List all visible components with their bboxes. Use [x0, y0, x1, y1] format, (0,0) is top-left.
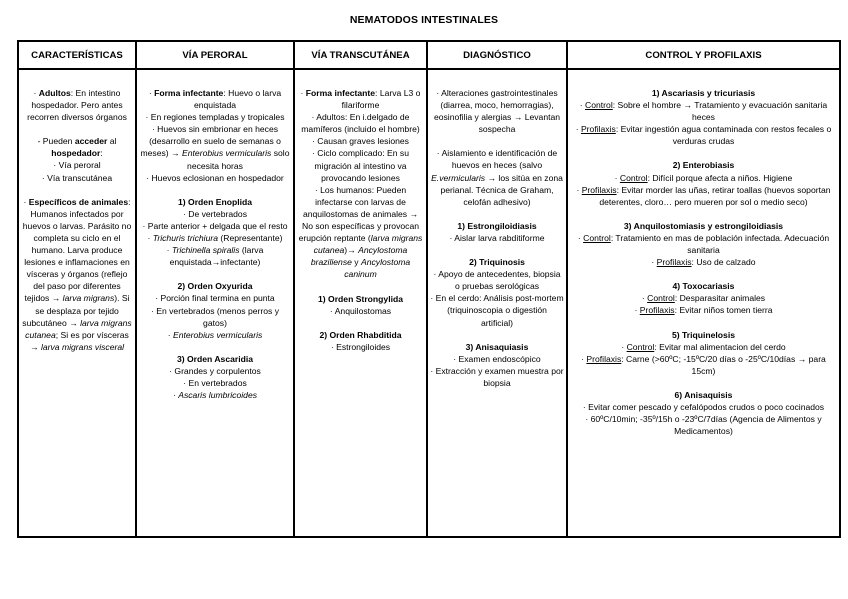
- bold-text: acceder: [74, 136, 108, 147]
- bold-text: 2) Orden Rhabditida: [319, 329, 402, 340]
- cell-paragraph: [570, 401, 837, 413]
- paragraph-spacer: [430, 244, 564, 256]
- cell-paragraph: [430, 341, 564, 353]
- cell-paragraph: [570, 353, 837, 377]
- cell-paragraph: [570, 123, 837, 147]
- italic-text: Ascaris lumbricoides: [178, 390, 258, 401]
- paragraph-spacer: [21, 123, 133, 135]
- paragraph-spacer: [139, 184, 291, 196]
- text-run: ·: [33, 88, 39, 98]
- underlined-text: Control: [626, 341, 655, 352]
- text-run: ·: [579, 100, 586, 111]
- italic-text: Trichuris trichiura: [152, 233, 218, 244]
- cell-paragraph: [570, 87, 837, 99]
- text-run: ·: [575, 124, 581, 135]
- cell-paragraph: [430, 365, 564, 389]
- text-run: ·: [167, 329, 173, 340]
- text-run: ). Si se desplaza por tejido subcutáneo →: [22, 293, 130, 328]
- cell-paragraph: [21, 196, 133, 353]
- text-run: · Apoyo de antecedentes, biopsia o pruebas serológicas: [433, 269, 561, 292]
- header-via-transcutanea: VÍA TRANSCUTÁNEA: [294, 41, 427, 69]
- italic-text: E.vermicularis: [431, 172, 486, 183]
- italic-text: Trichinella spiralis: [171, 245, 240, 256]
- text-run: · Aislar larva rabditiforme: [449, 232, 545, 243]
- text-run: · Vía peroral: [53, 160, 101, 171]
- text-run: · Porción final termina en punta: [155, 293, 275, 304]
- text-run: · Los humanos: Pueden infectarse con larvas de anquilostomas de animales → No son específicas y provocan erupción reptante (: [298, 184, 420, 244]
- text-run: : Larva L3 o filariforme: [341, 88, 421, 111]
- cell-paragraph: [21, 172, 133, 184]
- text-run: ·: [147, 233, 153, 244]
- header-diagnostico: DIAGNÓSTICO: [427, 41, 567, 69]
- cell-paragraph: [570, 99, 837, 123]
- bold-text: 6) Anisaquisis: [674, 389, 733, 400]
- paragraph-spacer: [139, 268, 291, 280]
- cell-paragraph: [430, 256, 564, 268]
- cell-paragraph: [297, 135, 424, 147]
- text-run: : Tratamiento en mas de población infectada. Adecuación sanitaria: [610, 232, 830, 256]
- underlined-text: Control: [647, 293, 675, 304]
- cell-paragraph: [570, 292, 837, 304]
- cell-paragraph: [21, 135, 133, 159]
- cell-paragraph: [570, 256, 837, 268]
- content-row: [18, 69, 840, 537]
- text-run: · Alteraciones gastrointestinales (diarrea, moco, hemorragias), eosinofilia y alergias → Levantan sospecha: [433, 88, 561, 135]
- cell-paragraph: [139, 123, 291, 171]
- bold-text: 5) Triquinelosis: [671, 329, 736, 340]
- text-run: ·: [148, 88, 155, 98]
- text-run: · Anquilostomas: [329, 305, 392, 316]
- bold-text: 1) Orden Strongylida: [318, 293, 403, 304]
- cell-paragraph: [21, 159, 133, 171]
- underlined-text: Profilaxis: [580, 124, 616, 135]
- cell-paragraph: [139, 244, 291, 268]
- text-run: · Causan graves lesiones: [312, 136, 409, 147]
- text-run: : Difícil porque afecta a niños. Higiene: [647, 172, 793, 183]
- text-run: · Huevos sin embrionar en heces (desarrollo en suelo de semanas o meses) →: [140, 124, 281, 159]
- bold-text: Forma infectante: [305, 88, 376, 98]
- cell-diagnostico: [427, 69, 567, 537]
- paragraph-spacer: [430, 208, 564, 220]
- text-run: : Humanos infectados por huevos o larvas. Parásito no completa su ciclo en el humano. Larva produce lesiones e inflamaciones en vísceras y órganos (reflejo del paso por diferentes tejidos →: [22, 196, 132, 304]
- italic-text: Enterobius vermicularis: [182, 148, 272, 159]
- bold-text: 1) Ascariasis y tricuriasis: [651, 88, 756, 98]
- paragraph-spacer: [297, 281, 424, 293]
- underlined-text: Control: [619, 172, 648, 183]
- text-run: ·: [300, 88, 306, 98]
- cell-control-profilaxis: [567, 69, 840, 537]
- bold-text: 3) Anquilostomiasis y estrongiloidiasis: [623, 220, 784, 231]
- bold-text: Forma infectante: [154, 88, 224, 98]
- paragraph-spacer: [570, 147, 837, 159]
- cell-paragraph: [430, 147, 564, 207]
- paragraph-spacer: [430, 135, 564, 147]
- text-run: :: [100, 148, 103, 159]
- text-run: ·: [23, 196, 29, 207]
- italic-text: Ancylostoma caninum: [344, 257, 411, 280]
- cell-paragraph: [430, 220, 564, 232]
- text-run: : Carne (>60ºC; -15ºC/20 días o -25ºC/10días → para 15cm): [621, 353, 826, 376]
- cell-paragraph: [570, 413, 837, 437]
- text-run: · Aislamiento e identificación de huevos en heces (salvo: [436, 148, 558, 171]
- header-via-peroral: VÍA PERORAL: [136, 41, 294, 69]
- cell-paragraph: [139, 196, 291, 208]
- text-run: · Adultos: En i.delgado de mamíferos (incluido el hombre): [301, 112, 420, 135]
- cell-paragraph: [430, 87, 564, 135]
- paragraph-spacer: [21, 184, 133, 196]
- text-run: ; Si es por vísceras →: [29, 329, 129, 352]
- italic-text: larva migrans cutanea: [25, 317, 132, 340]
- cell-paragraph: [297, 293, 424, 305]
- cell-paragraph: [139, 232, 291, 244]
- bold-text: hospedador: [51, 148, 101, 159]
- cell-paragraph: [430, 268, 564, 292]
- text-run: · Ciclo complicado: En su migración al intestino va provocando lesiones: [312, 148, 409, 183]
- text-run: · Estrongiloides: [330, 341, 391, 352]
- text-run: · Examen endoscópico: [453, 353, 541, 364]
- cell-paragraph: [570, 341, 837, 353]
- cell-paragraph: [430, 232, 564, 244]
- text-run: · En regiones templadas y tropicales: [145, 112, 285, 123]
- bold-text: 2) Orden Oxyurida: [177, 281, 253, 292]
- text-run: ·: [651, 257, 657, 268]
- cell-paragraph: [297, 184, 424, 281]
- text-run: : En intestino hospedador. Pero antes recorren diversos órganos: [27, 88, 127, 123]
- text-run: ·: [614, 172, 620, 183]
- cell-paragraph: [570, 172, 837, 184]
- text-run: (Representante): [218, 233, 283, 244]
- text-run: · En el cerdo: Análisis post-mortem (triquinoscopia o digestión artificial): [430, 293, 564, 328]
- italic-text: larva migrans visceral: [40, 341, 125, 352]
- cell-paragraph: [139, 208, 291, 220]
- page-title: NEMATODOS INTESTINALES: [349, 14, 499, 26]
- text-run: y: [351, 257, 361, 268]
- text-run: · Extracción y examen muestra por biopsia: [430, 365, 564, 388]
- cell-paragraph: [297, 111, 424, 135]
- cell-paragraph: [297, 87, 424, 111]
- cell-paragraph: [570, 280, 837, 292]
- text-run: : Evitar morder las uñas, retirar toallas (huevos soportan deterentes, cloro… pero mueren por sol o medio seco): [599, 184, 831, 207]
- bold-text: 2) Enterobiasis: [672, 160, 735, 171]
- cell-paragraph: [139, 389, 291, 401]
- text-run: · En vertebrados: [183, 377, 247, 388]
- underlined-text: Profilaxis: [639, 305, 675, 316]
- text-run: ·: [581, 353, 587, 364]
- cell-paragraph: [297, 305, 424, 317]
- text-run: : Evitar ingestión agua contaminada con restos fecales o verduras crudas: [615, 124, 832, 147]
- text-run: : Evitar mal alimentacion del cerdo: [654, 341, 786, 352]
- cell-paragraph: [139, 329, 291, 341]
- text-run: → los sitúa en zona perianal. Técnica de Graham, celofán adhesivo): [440, 172, 563, 207]
- header-control-profilaxis: CONTROL Y PROFILAXIS: [567, 41, 840, 69]
- nematodes-table: [17, 40, 841, 538]
- bold-text: 1) Orden Enoplida: [177, 196, 252, 207]
- cell-paragraph: [139, 377, 291, 389]
- cell-paragraph: [139, 292, 291, 304]
- bold-text: 3) Orden Ascaridia: [176, 353, 254, 364]
- cell-paragraph: [139, 280, 291, 292]
- cell-caracteristicas: [18, 69, 136, 537]
- cell-paragraph: [570, 304, 837, 316]
- italic-text: larva migrans cutanea: [313, 233, 423, 256]
- text-run: al: [107, 136, 117, 147]
- text-run: · Parte anterior + delgada que el resto: [142, 220, 288, 231]
- cell-paragraph: [570, 232, 837, 256]
- paragraph-spacer: [139, 341, 291, 353]
- text-run: · Evitar comer pescado y cefalópodos crudos o poco cocinados: [582, 401, 825, 412]
- text-run: ·: [577, 232, 584, 243]
- cell-paragraph: [139, 87, 291, 111]
- cell-paragraph: [139, 305, 291, 329]
- bold-text: 1) Estrongiloidiasis: [457, 220, 537, 231]
- cell-paragraph: [297, 341, 424, 353]
- text-run: · Huevos eclosionan en hospedador: [146, 172, 284, 183]
- cell-paragraph: [139, 220, 291, 232]
- text-run: ·: [576, 184, 582, 195]
- text-run: : Uso de calzado: [691, 257, 756, 268]
- text-run: : Huevo o larva enquistada: [193, 88, 282, 111]
- cell-paragraph: [139, 111, 291, 123]
- italic-text: larva migrans: [62, 293, 115, 304]
- cell-via-peroral: [136, 69, 294, 537]
- text-run: ·: [166, 245, 172, 256]
- cell-via-transcutanea: [294, 69, 427, 537]
- text-run: - Pueden: [37, 136, 75, 147]
- bold-text: Específicos de animales: [28, 196, 129, 207]
- underlined-text: Profilaxis: [586, 353, 622, 364]
- cell-paragraph: [21, 87, 133, 123]
- cell-paragraph: [430, 353, 564, 365]
- cell-paragraph: [139, 172, 291, 184]
- underlined-text: Profilaxis: [581, 184, 617, 195]
- cell-paragraph: [570, 184, 837, 208]
- text-run: · De vertebrados: [182, 208, 247, 219]
- cell-paragraph: [297, 147, 424, 183]
- cell-paragraph: [430, 292, 564, 328]
- cell-paragraph: [570, 389, 837, 401]
- bold-text: 4) Toxocariasis: [672, 281, 735, 292]
- cell-paragraph: [139, 353, 291, 365]
- cell-paragraph: [139, 365, 291, 377]
- text-run: ·: [641, 293, 648, 304]
- underlined-text: Profilaxis: [656, 257, 692, 268]
- text-run: · Grandes y corpulentos: [169, 365, 261, 376]
- paragraph-spacer: [430, 329, 564, 341]
- underlined-text: Control: [583, 232, 611, 243]
- bold-text: 2) Triquinosis: [469, 257, 525, 268]
- text-run: (larva enquistada→infectante): [169, 245, 264, 268]
- cell-paragraph: [570, 159, 837, 171]
- text-run: )→: [344, 245, 359, 256]
- paragraph-spacer: [570, 208, 837, 220]
- cell-paragraph: [570, 220, 837, 232]
- paragraph-spacer: [297, 317, 424, 329]
- bold-text: Adultos: [38, 88, 71, 98]
- paragraph-spacer: [570, 377, 837, 389]
- italic-text: Ancylostoma braziliense: [310, 245, 408, 268]
- text-run: · En vertebrados (menos perros y gatos): [150, 305, 279, 328]
- paragraph-spacer: [570, 317, 837, 329]
- cell-paragraph: [570, 329, 837, 341]
- text-run: · Vía transcutánea: [41, 172, 113, 183]
- text-run: ·: [634, 305, 640, 316]
- text-run: : Evitar niños tomen tierra: [674, 305, 773, 316]
- paragraph-spacer: [570, 268, 837, 280]
- italic-text: Enterobius vermicularis: [172, 329, 263, 340]
- text-run: : Sobre el hombre → Tratamiento y evacuación sanitaria heces: [612, 100, 828, 123]
- underlined-text: Control: [585, 100, 613, 111]
- header-caracteristicas: CARACTERÍSTICAS: [18, 41, 136, 69]
- header-row: [18, 41, 840, 69]
- text-run: : Desparasitar animales: [674, 293, 766, 304]
- text-run: solo necesita horas: [187, 148, 290, 171]
- text-run: · 60ºC/10min; -35º/15h o -23ºC/7días (Agencia de Alimentos y Medicamentos): [585, 414, 822, 437]
- cell-paragraph: [297, 329, 424, 341]
- text-run: ·: [172, 390, 179, 401]
- bold-text: 3) Anisaquiasis: [465, 341, 529, 352]
- text-run: ·: [621, 341, 627, 352]
